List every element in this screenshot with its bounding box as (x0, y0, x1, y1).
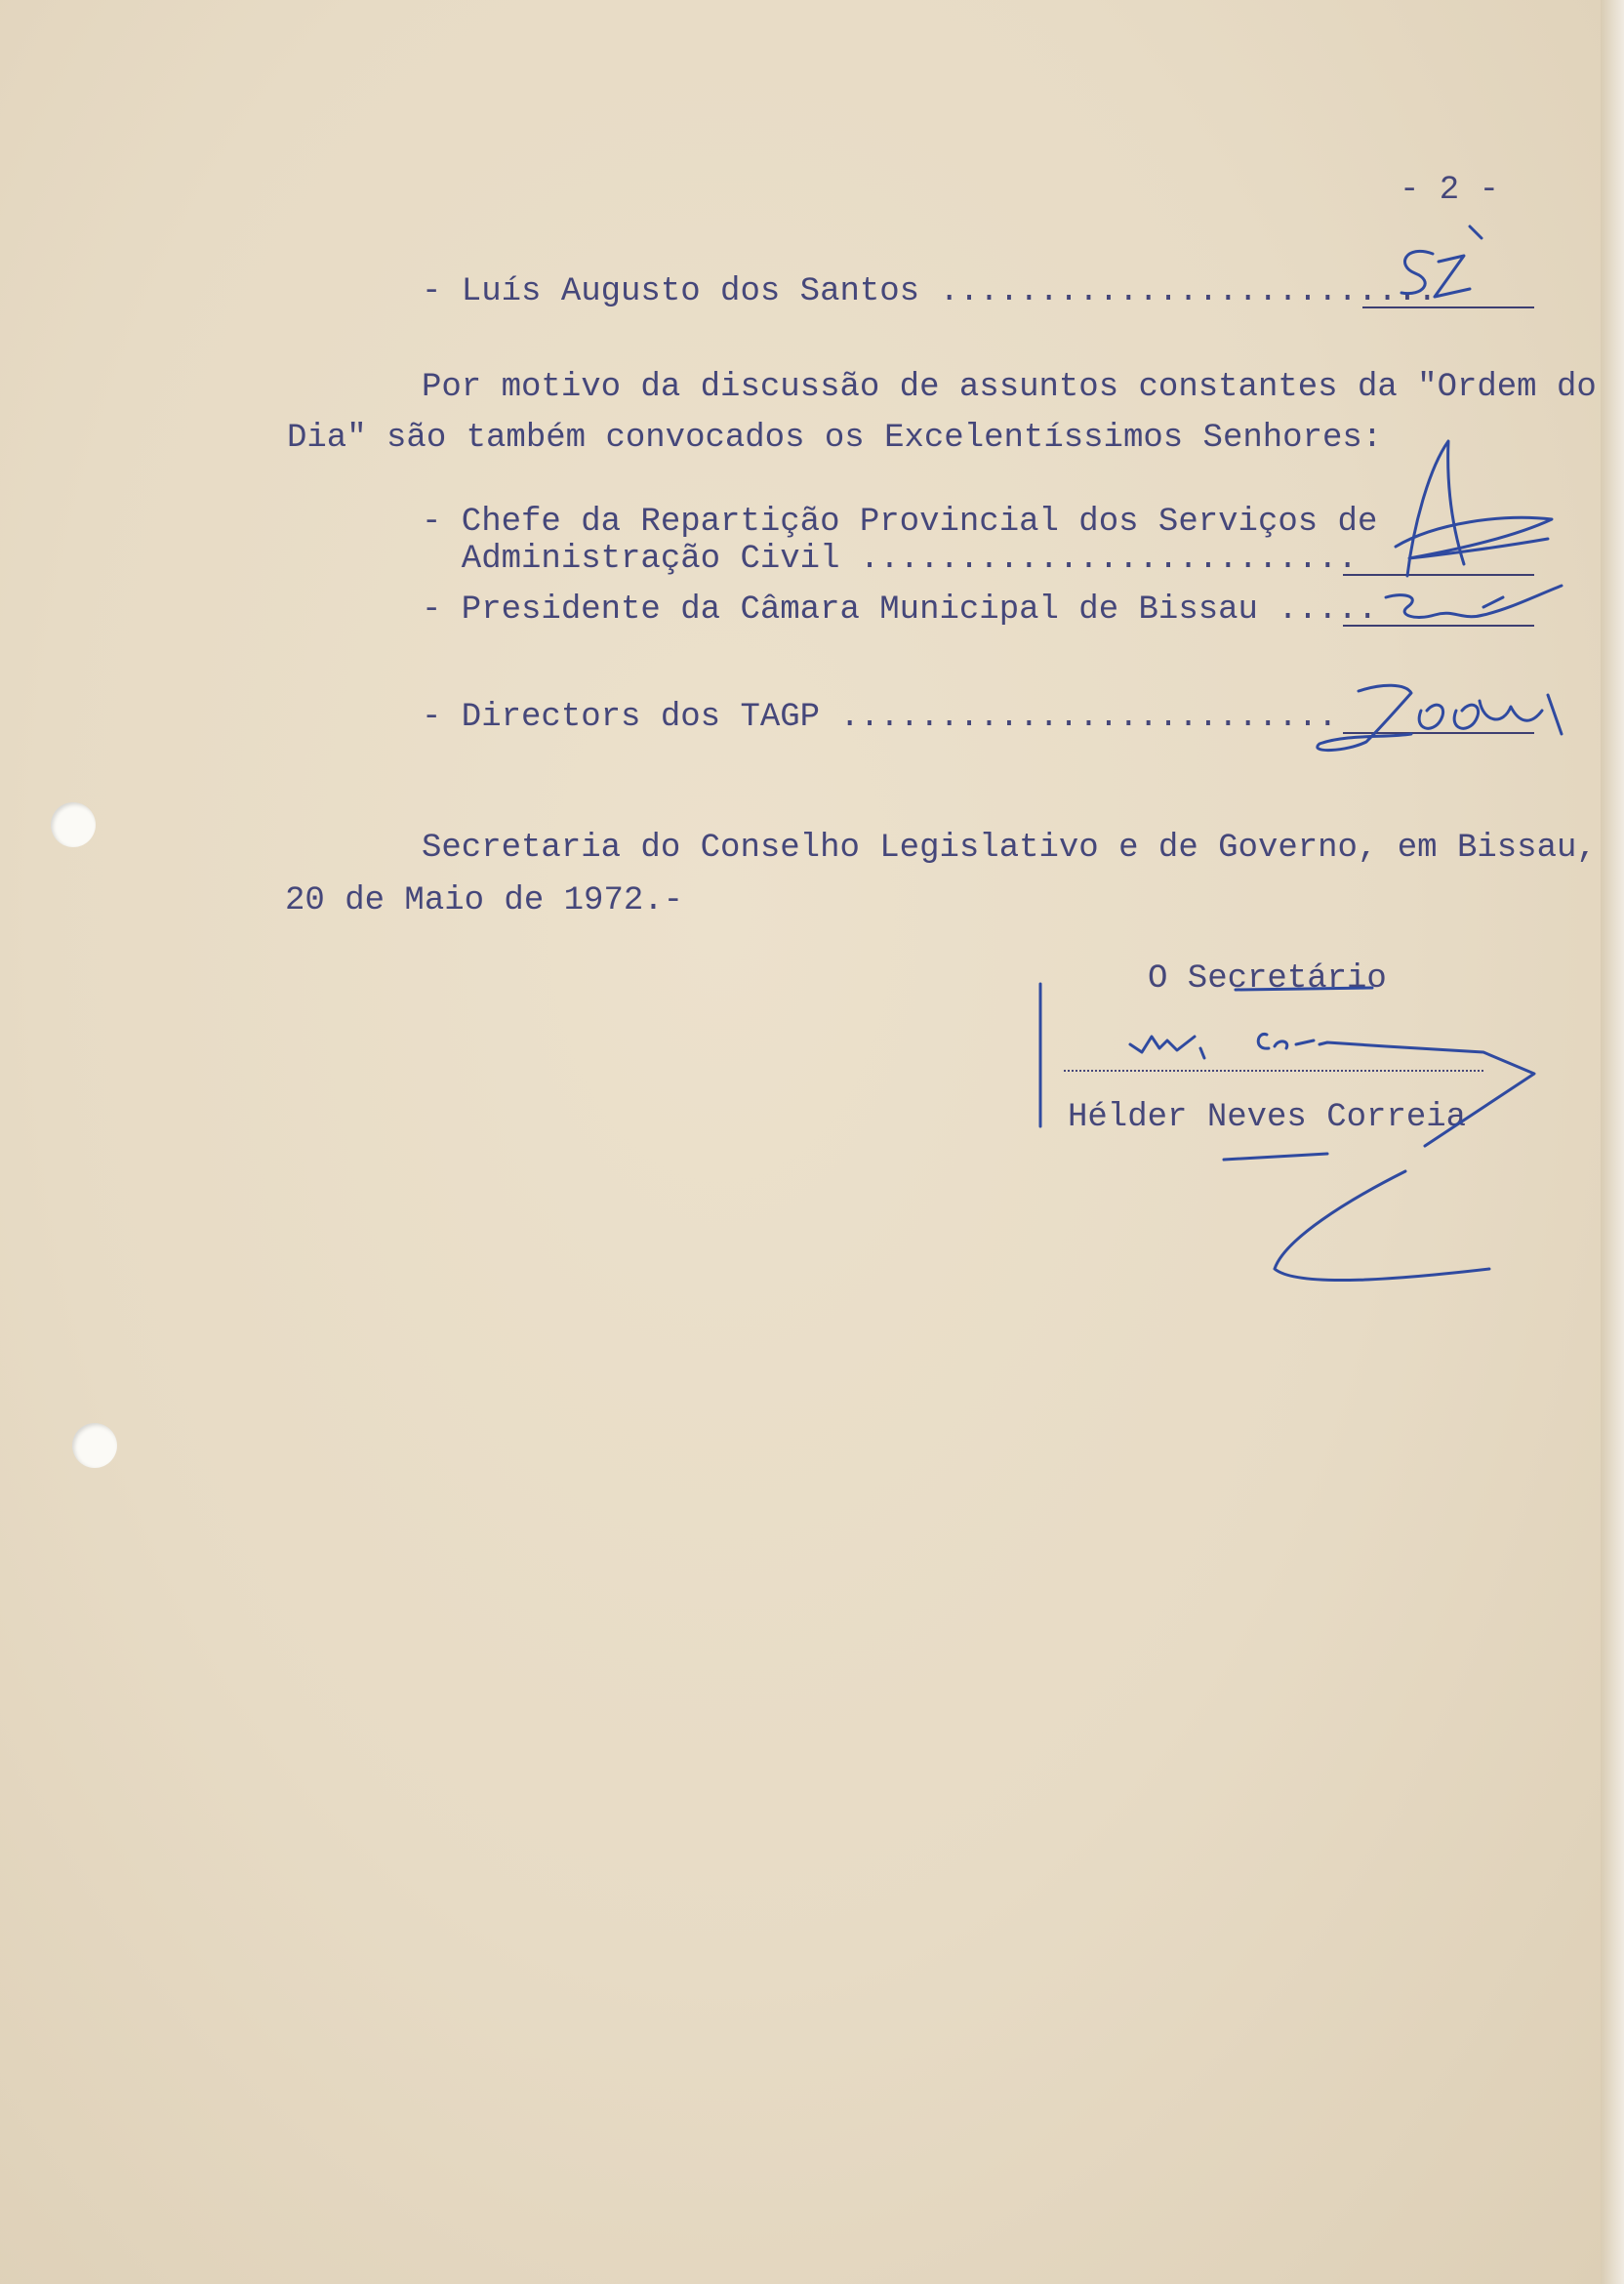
invitee-chefe-line-1: - Chefe da Repartição Provincial dos Serviços de (422, 504, 1378, 541)
closing-line-2: 20 de Maio de 1972.- (285, 882, 684, 919)
invitee-directors-line: - Directors dos TAGP ......................... (422, 699, 1338, 736)
signature-directors (1318, 685, 1562, 750)
member-line: - Luís Augusto dos Santos ......................... (422, 273, 1438, 310)
invitee-chefe-line-2: Administração Civil ......................... (422, 541, 1358, 578)
intro-line-1: Por motivo da discussão de assuntos constantes da "Ordem do (422, 369, 1597, 406)
signature-santos (1401, 226, 1482, 297)
signatory-name: Hélder Neves Correia (1068, 1099, 1467, 1136)
invitee-presidente-line: - Presidente da Câmara Municipal de Bissau ..... (422, 591, 1378, 629)
signature-presidente (1386, 586, 1562, 617)
signature-chefe (1396, 441, 1552, 576)
closing-line-1: Secretaria do Conselho Legislativo e de Governo, em Bissau, (422, 830, 1597, 867)
signature-secretario (1040, 984, 1534, 1281)
signature-title: O Secretário (1148, 960, 1387, 998)
page-number: - 2 - (1400, 172, 1500, 209)
intro-line-2: Dia" são também convocados os Excelentíssimos Senhores: (287, 420, 1383, 457)
